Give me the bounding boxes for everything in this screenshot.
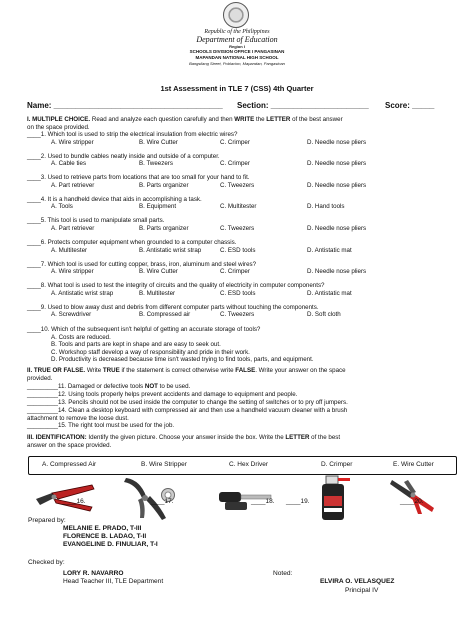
q5-choice-c: C. Tweezers bbox=[220, 224, 255, 232]
option-a: A. Compressed Air bbox=[42, 461, 97, 468]
q1-choice-a: A. Wire stripper bbox=[51, 138, 94, 146]
part3-instructions bbox=[27, 434, 340, 441]
header-division: SCHOOLS DIVISION OFFICE I PANGASINAN bbox=[189, 49, 285, 54]
question-10: ____10. Which of the subsequent isn't helpful of getting an accurate storage of tools? bbox=[27, 326, 261, 333]
part2-instr-d: FALSE bbox=[235, 367, 256, 374]
part2-instr-e: . Write your answer on the space bbox=[255, 367, 346, 374]
tf-item-14: _________14. Clean a desktop keyboard with compressed air and then use a handheld vacuum cleaner with a brush bbox=[27, 407, 348, 414]
option-c: C. Hex Driver bbox=[229, 461, 269, 468]
tf-item-15: _________15. The right tool must be used for the job. bbox=[27, 422, 175, 429]
part3-instr-a: Identify the given picture. Choose your answer inside the box. Write the bbox=[86, 434, 286, 441]
q6-choice-c: C. ESD tools bbox=[220, 246, 256, 254]
part3-instr-line2: answer on the space provided. bbox=[27, 441, 112, 449]
part1-instr-c: the bbox=[254, 116, 267, 123]
tf-item-11 bbox=[27, 383, 190, 390]
hex-driver-tool-icon bbox=[215, 480, 275, 514]
part3-heading: III. IDENTIFICATION: bbox=[27, 434, 87, 441]
question-9: ____9. Used to blow away dust and debris from different computer parts without touching the components. bbox=[27, 303, 319, 311]
preparer-1: MELANIE E. PRADO, T-III bbox=[63, 525, 142, 532]
section-field[interactable]: Section: ______________________ bbox=[237, 101, 369, 110]
q5-choice-d: D. Needle nose pliers bbox=[307, 224, 367, 232]
checker-name: LORY R. NAVARRO bbox=[63, 570, 124, 577]
q4-choice-c: C. Multitester bbox=[220, 203, 257, 211]
q8-choice-c: C. ESD tools bbox=[220, 289, 256, 297]
q7-choice-a: A. Wire stripper bbox=[51, 268, 94, 276]
header-department: Department of Education bbox=[196, 35, 278, 44]
answer-choices-box bbox=[28, 456, 457, 475]
part1-instructions bbox=[27, 116, 343, 123]
answer-19-label[interactable]: ____19. bbox=[286, 498, 310, 505]
tf-item-13: _________13. Pencils should not be used inside the computer to change the setting of switches or to pry off jumpers. bbox=[27, 399, 348, 406]
q4-choice-a: A. Tools bbox=[51, 203, 73, 211]
part1-instr-line2: on the space provided. bbox=[27, 123, 90, 131]
tf-item-12: _________12. Using tools properly helps prevent accidents and damage to equipment and people. bbox=[27, 391, 298, 398]
q6-choice-d: D. Antistatic mat bbox=[307, 246, 352, 254]
q10-choice-c: C. Workshop staff develop a way of responsibility and pride in their work. bbox=[51, 348, 250, 356]
q8-choice-b: B. Multitester bbox=[139, 289, 176, 297]
answer-18-label[interactable]: ____18. bbox=[251, 498, 275, 505]
q2-choice-b: B. Tweezers bbox=[139, 160, 173, 168]
answer-20-label[interactable]: ____20. bbox=[400, 498, 424, 505]
part3-instr-b: LETTER bbox=[285, 434, 310, 441]
header-republic: Republic of the Philippines bbox=[204, 29, 270, 35]
checked-by-label: Checked by: bbox=[28, 559, 65, 566]
q2-choice-c: C. Crimper bbox=[220, 160, 250, 168]
part1-heading: I. MULTIPLE CHOICE. bbox=[27, 116, 91, 123]
page-title: 1st Assessment in TLE 7 (CSS) 4th Quarter bbox=[160, 84, 314, 93]
name-field[interactable]: Name: ______________________________________ bbox=[27, 101, 223, 110]
compressed-air-can-icon bbox=[314, 474, 354, 522]
q9-choice-b: B. Compressed air bbox=[139, 311, 191, 319]
checker-title: Head Teacher III, TLE Department bbox=[63, 578, 164, 585]
q7-choice-b: B. Wire Cutter bbox=[139, 268, 178, 276]
name-row bbox=[27, 101, 467, 110]
part2-instr-a: Write bbox=[85, 367, 103, 374]
part2-instructions bbox=[27, 367, 346, 374]
tf-11-bold: NOT bbox=[144, 383, 158, 390]
question-7: ____7. Which tool is used for cutting copper, brass, iron, aluminum and steel wires? bbox=[27, 260, 257, 268]
prepared-by-label: Prepared by: bbox=[28, 517, 66, 524]
question-4: ____4. It is a handheld device that aids in accomplishing a task. bbox=[27, 195, 202, 203]
part2-instr-b: TRUE bbox=[102, 367, 120, 374]
q6-choice-a: A. Multitester bbox=[51, 246, 88, 254]
option-d: D. Crimper bbox=[321, 461, 353, 468]
q7-choice-d: D. Needle nose pliers bbox=[307, 268, 367, 276]
question-8: ____8. What tool is used to test the integrity of circuits and the quality of electricity in computer components? bbox=[27, 282, 325, 290]
crimper-tool-icon bbox=[32, 477, 96, 517]
part1-instr-d: LETTER bbox=[266, 116, 291, 123]
preparer-3: EVANGELINE D. FINULIAR, T-I bbox=[63, 541, 158, 548]
header-address: Bangsilang Street, Poblacion, Mapandan, Pangasinan bbox=[189, 61, 285, 66]
q9-choice-a: A. Screwdriver bbox=[51, 311, 92, 319]
q3-choice-c: C. Tweezers bbox=[220, 181, 255, 189]
part3-instr-c: of the best bbox=[309, 434, 341, 441]
preparer-2: FLORENCE B. LADAO, T-II bbox=[63, 533, 147, 540]
q10-choice-d: D. Productivity is decreased because time isn't wasted trying to find tools, parts, and equipment. bbox=[51, 356, 314, 363]
option-b: B. Wire Stripper bbox=[141, 461, 187, 468]
q8-choice-a: A. Antistatic wrist strap bbox=[51, 289, 114, 297]
part2-instr-c: if the statement is correct otherwise write bbox=[119, 367, 236, 374]
q6-choice-b: B. Antistatic wrist strap bbox=[139, 246, 202, 254]
wire-stripper-tool-icon bbox=[388, 474, 438, 516]
part1-instr-e: of the best answer bbox=[290, 116, 343, 123]
answer-16-label[interactable]: ____16. bbox=[62, 498, 86, 505]
answer-17-label[interactable]: ____17. bbox=[150, 498, 174, 505]
part2-heading: II. TRUE OR FALSE. bbox=[27, 367, 86, 374]
q1-choice-c: C. Crimper bbox=[220, 138, 250, 146]
noter-name: ELVIRA O. VELASQUEZ bbox=[320, 578, 395, 585]
q1-choice-d: D. Needle nose pliers bbox=[307, 138, 367, 146]
q10-choice-a: A. Costs are reduced. bbox=[51, 333, 111, 341]
part1-instr-b: WRITE bbox=[234, 116, 255, 123]
question-3: ____3. Used to retrieve parts from locations that are too small for your hand to fit. bbox=[27, 174, 250, 182]
score-field[interactable]: Score: _____ bbox=[385, 101, 435, 110]
q9-choice-d: D. Soft cloth bbox=[307, 311, 341, 319]
q2-choice-a: A. Cable ties bbox=[51, 160, 87, 168]
q5-choice-a: A. Part retriever bbox=[51, 224, 95, 232]
q1-choice-b: B. Wire Cutter bbox=[139, 138, 178, 146]
q4-choice-d: D. Hand tools bbox=[307, 203, 345, 211]
question-1: ____1. Which tool is used to strip the electrical insulation from electric wires? bbox=[27, 131, 238, 138]
tf-11-post: to be used. bbox=[157, 383, 191, 390]
q7-choice-c: C. Crimper bbox=[220, 268, 250, 276]
q3-choice-a: A. Part retriever bbox=[51, 181, 95, 189]
q9-choice-c: C. Tweezers bbox=[220, 311, 255, 319]
q3-choice-b: B. Parts organizer bbox=[139, 181, 189, 189]
header-region: Region I bbox=[229, 44, 245, 49]
q8-choice-d: D. Antistatic mat bbox=[307, 289, 352, 297]
q4-choice-b: B. Equipment bbox=[139, 203, 177, 211]
part1-instr-a: Read and analyze each question carefully and then bbox=[91, 116, 235, 123]
question-6: ____6. Protects computer equipment when grounded to a computer chassis. bbox=[27, 239, 237, 246]
noted-label: Noted: bbox=[273, 570, 293, 577]
option-e: E. Wire Cutter bbox=[393, 461, 434, 468]
noter-title: Principal IV bbox=[345, 587, 379, 594]
question-5: ____5. This tool is used to manipulate small parts. bbox=[27, 217, 165, 225]
q10-choice-b: B. Tools and parts are kept in shape and are easy to seek out. bbox=[51, 341, 221, 348]
tf-item-14-cont: attachment to remove the loose dust. bbox=[27, 414, 129, 422]
q2-choice-d: D. Needle nose pliers bbox=[307, 160, 367, 168]
header-school: MAPANDAN NATIONAL HIGH SCHOOL bbox=[195, 55, 279, 60]
tf-11-pre: _________11. Damaged or defective tools bbox=[27, 383, 145, 390]
part2-instr-line2: provided. bbox=[27, 374, 53, 382]
question-2: ____2. Used to bundle cables neatly inside and outside of a computer. bbox=[27, 152, 220, 160]
deped-seal-icon bbox=[223, 2, 249, 28]
q3-choice-d: D. Needle nose pliers bbox=[307, 181, 367, 189]
q5-choice-b: B. Parts organizer bbox=[139, 224, 189, 232]
